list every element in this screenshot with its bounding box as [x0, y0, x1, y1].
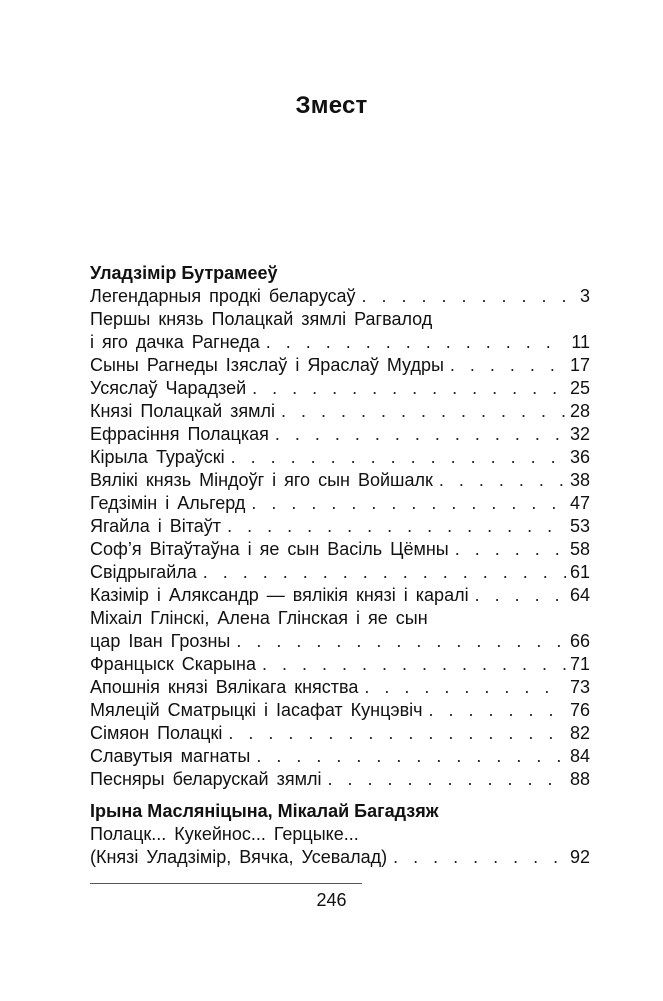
entry-page: 71	[569, 654, 590, 674]
toc-entry[interactable]	[90, 446, 590, 469]
entry-title: Свідрыгайла	[90, 562, 197, 582]
leader-dots	[364, 676, 566, 699]
leader-dots	[236, 630, 566, 653]
entry-title: Славутыя магнаты	[90, 746, 251, 766]
toc-entry[interactable]	[90, 699, 590, 722]
leader-dots	[203, 561, 566, 584]
leader-dots	[393, 846, 566, 869]
toc-entry[interactable]	[90, 538, 590, 561]
entry-title: Казімір і Аляксандр — вялікія князі і каралі	[90, 585, 469, 605]
entry-title: Кірыла Тураўскі	[90, 447, 225, 467]
entry-title: Ефрасіння Полацкая	[90, 424, 269, 444]
entry-title-line1: Міхаіл Глінскі, Алена Глінская і яе сын	[90, 608, 428, 628]
entry-page: 17	[569, 355, 590, 375]
entry-title: Гедзімін і Альгерд	[90, 493, 246, 513]
leader-dots	[231, 446, 566, 469]
toc-entry[interactable]	[90, 515, 590, 538]
toc-entry[interactable]	[90, 354, 590, 377]
entry-title: Францыск Скарына	[90, 654, 256, 674]
entry-page: 25	[569, 378, 590, 398]
footer-rule	[90, 883, 362, 884]
entry-title-line1: Полацк... Кукейнос... Герцыке...	[90, 824, 359, 844]
entry-title: Ягайла і Вітаўт	[90, 516, 222, 536]
entry-page: 92	[569, 847, 590, 867]
entry-page: 76	[569, 700, 590, 720]
entry-title: Мялецій Сматрыцкі і Іасафат Кунцэвіч	[90, 700, 423, 720]
entry-page: 61	[569, 562, 590, 582]
entry-page: 73	[569, 677, 590, 697]
toc-entry[interactable]	[90, 400, 590, 423]
entry-title: Сімяон Полацкі	[90, 723, 223, 743]
entry-page: 66	[569, 631, 590, 651]
entry-page: 47	[569, 493, 590, 513]
leader-dots	[256, 745, 566, 768]
entry-page: 36	[569, 447, 590, 467]
leader-dots	[281, 400, 566, 423]
entry-page: 84	[569, 746, 590, 766]
toc-entry[interactable]	[90, 285, 590, 308]
leader-dots	[429, 699, 566, 722]
entry-title: Апошнія князі Вялікага княства	[90, 677, 359, 697]
entry-title-line1: Першы князь Полацкай зямлі Рагвалод	[90, 309, 433, 329]
toc-entry[interactable]	[90, 377, 590, 400]
toc-entry[interactable]	[90, 722, 590, 745]
entry-title: Сыны Рагнеды Ізяслаў і Яраслаў Мудры	[90, 355, 444, 375]
page-number: 246	[316, 890, 347, 910]
entry-title: Князі Полацкай зямлі	[90, 401, 276, 421]
toc-entry[interactable]	[90, 745, 590, 768]
entry-title: цар Іван Грозны	[90, 631, 231, 651]
leader-dots	[227, 515, 566, 538]
leader-dots	[475, 584, 566, 607]
toc-entry[interactable]	[90, 630, 590, 653]
entry-title: Усяслаў Чарадзей	[90, 378, 247, 398]
entry-page: 88	[569, 769, 590, 789]
entry-title: Песняры беларускай зямлі	[90, 769, 322, 789]
entry-page: 82	[569, 723, 590, 743]
leader-dots	[362, 285, 576, 308]
toc-entry[interactable]	[90, 846, 590, 869]
section-author: Ірына Масляніцына, Мікалай Багадзяж	[90, 801, 439, 821]
entry-page: 11	[571, 332, 590, 352]
entry-title: Легендарныя продкі беларусаў	[90, 286, 356, 306]
leader-dots	[262, 653, 566, 676]
leader-dots	[251, 492, 566, 515]
toc-section-1	[90, 262, 590, 791]
toc-entry[interactable]	[90, 768, 590, 791]
entry-title: Соф’я Вітаўтаўна і яе сын Васіль Цёмны	[90, 539, 449, 559]
entry-page: 28	[569, 401, 590, 421]
leader-dots	[228, 722, 566, 745]
entry-page: 53	[569, 516, 590, 536]
toc-entry[interactable]	[90, 492, 590, 515]
entry-title: і яго дачка Рагнеда	[90, 332, 260, 352]
leader-dots	[439, 469, 566, 492]
leader-dots	[455, 538, 566, 561]
page-title: Змест	[295, 92, 368, 119]
toc-entry[interactable]	[90, 653, 590, 676]
toc-entry[interactable]	[90, 676, 590, 699]
toc-entry[interactable]	[90, 561, 590, 584]
leader-dots	[327, 768, 566, 791]
leader-dots	[450, 354, 566, 377]
leader-dots	[266, 331, 568, 354]
entry-page: 32	[569, 424, 590, 444]
toc-entry[interactable]	[90, 584, 590, 607]
section-author: Уладзімір Бутрамееў	[90, 263, 278, 283]
toc-entry[interactable]	[90, 423, 590, 446]
toc-entry[interactable]	[90, 469, 590, 492]
entry-page: 3	[579, 286, 590, 306]
entry-title: Вялікі князь Міндоўг і яго сын Войшалк	[90, 470, 433, 490]
leader-dots	[252, 377, 566, 400]
entry-title: (Князі Уладзімір, Вячка, Усевалад)	[90, 847, 388, 867]
entry-page: 58	[569, 539, 590, 559]
entry-page: 64	[569, 585, 590, 605]
toc-section-2	[90, 800, 590, 869]
leader-dots	[275, 423, 566, 446]
entry-page: 38	[569, 470, 590, 490]
toc-entry[interactable]	[90, 331, 590, 354]
